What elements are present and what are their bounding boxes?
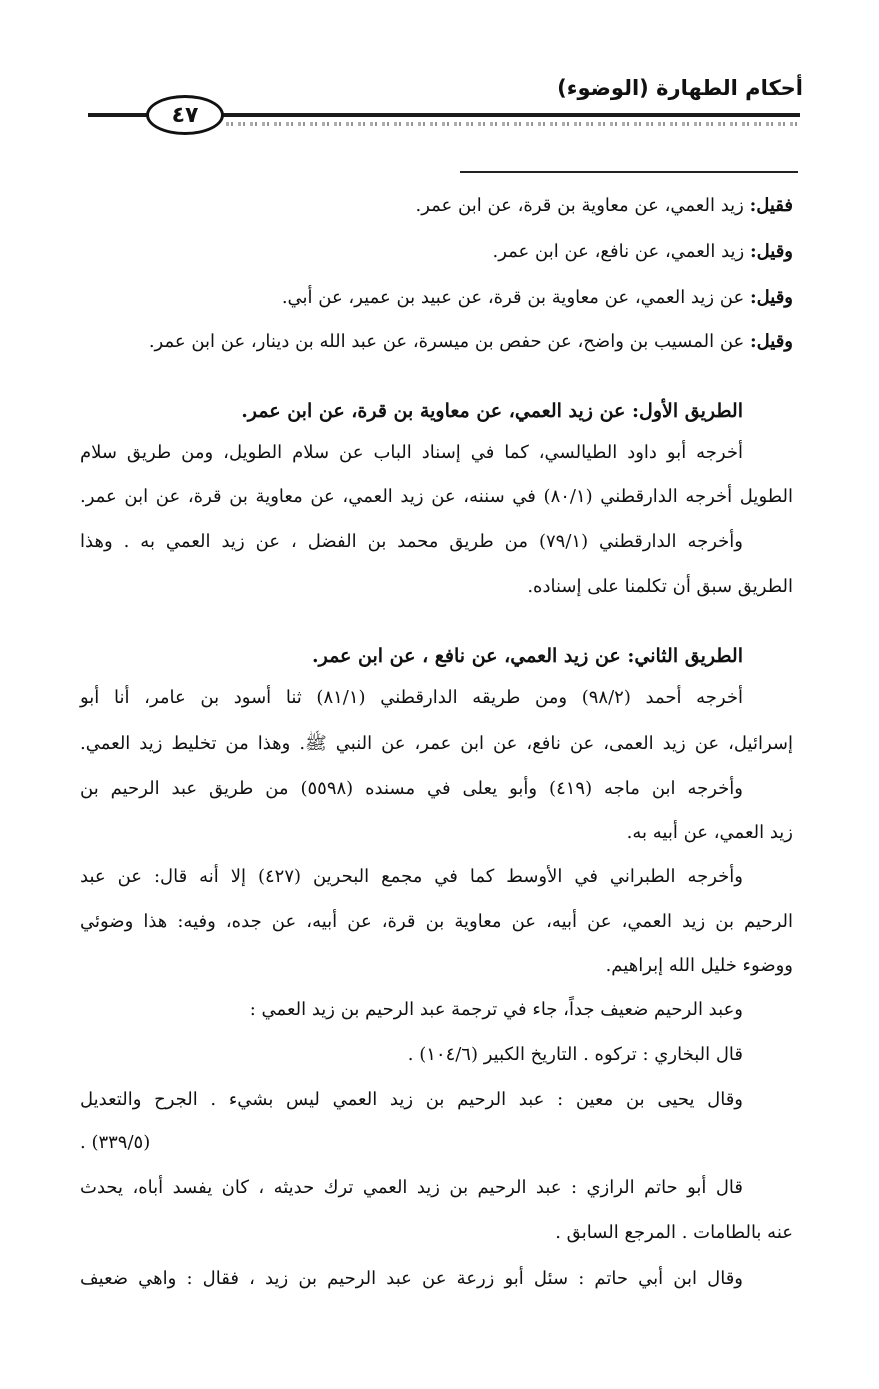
paragraph-line: وعبد الرحيم ضعيف جداً، جاء في ترجمة عبد الرحيم بن زيد العمي : bbox=[249, 999, 743, 1020]
paragraph-line: وأخرجه ابن ماجه (٤١٩) وأبو يعلى في مسنده (٥٥٩٨) من طريق عبد الرحيم بن bbox=[80, 778, 743, 799]
paragraph-line: وقال ابن أبي حاتم : سئل أبو زرعة عن عبد الرحيم بن زيد ، فقال : واهي ضعيف bbox=[80, 1268, 743, 1289]
paragraph-line: وأخرجه الطبراني في الأوسط كما في مجمع البحرين (٤٢٧) إلا أنه قال: عن عبد bbox=[80, 866, 743, 887]
paragraph-line: . (٣٣٩/٥) bbox=[80, 1132, 151, 1153]
variant-text: زيد العمي، عن معاوية بن قرة، عن ابن عمر. bbox=[415, 195, 750, 216]
variant-lead: فقيل: bbox=[749, 195, 793, 216]
paragraph-line: وأخرجه الدارقطني (٧٩/١) من طريق محمد بن الفضل ، عن زيد العمي به . وهذا bbox=[80, 531, 743, 552]
paragraph-line: الرحيم بن زيد العمي، عن أبيه، عن معاوية بن قرة، عن أبيه، عن جده، وفيه: هذا وضوئي bbox=[80, 911, 793, 932]
paragraph-line: وقال يحيى بن معين : عبد الرحيم بن زيد العمي ليس بشيء . الجرح والتعديل bbox=[80, 1089, 743, 1110]
variant-line bbox=[415, 191, 793, 221]
variant-line bbox=[282, 283, 793, 313]
paragraph-line: الطويل أخرجه الدارقطني (٨٠/١) في سننه، عن زيد العمي، عن معاوية بن قرة، عن ابن عمر. bbox=[80, 486, 793, 507]
paragraph-line: عنه بالطامات . المرجع السابق . bbox=[555, 1222, 793, 1243]
variant-lead: وقيل: bbox=[749, 287, 793, 308]
paragraph-line: الطريق سبق أن تكلمنا على إسناده. bbox=[527, 576, 793, 597]
paragraph-line: زيد العمي، عن أبيه به. bbox=[626, 822, 793, 843]
variant-lead: وقيل: bbox=[749, 331, 793, 352]
header-decorative-band bbox=[226, 122, 800, 126]
paragraph-line: أخرجه أبو داود الطيالسي، كما في إسناد الباب عن سلام الطويل، ومن طريق سلام bbox=[80, 442, 743, 463]
running-header-title: أحكام الطهارة (الوضوء) bbox=[557, 76, 803, 100]
paragraph-line: إسرائيل، عن زيد العمى، عن نافع، عن ابن عمر، عن النبي ﷺ. وهذا من تخليط زيد العمي. bbox=[80, 733, 793, 754]
paragraph-line: أخرجه أحمد (٩٨/٢) ومن طريقه الدارقطني (٨١/١) ثنا أسود بن عامر، أنا أبو bbox=[80, 687, 743, 708]
section-heading: الطريق الثاني: عن زيد العمي، عن نافع ، عن ابن عمر. bbox=[311, 645, 743, 667]
page-number: ٤٧ bbox=[146, 95, 224, 135]
variant-lead: وقيل: bbox=[749, 241, 793, 262]
variant-line bbox=[149, 327, 793, 357]
variant-text: عن المسيب بن واضح، عن حفص بن ميسرة، عن عبد الله بن دينار، عن ابن عمر. bbox=[148, 331, 750, 352]
variant-text: زيد العمي، عن نافع، عن ابن عمر. bbox=[492, 241, 750, 262]
paragraph-line: قال أبو حاتم الرازي : عبد الرحيم بن زيد العمي ترك حديثه ، كان يفسد أباه، يحدث bbox=[80, 1177, 743, 1198]
separator-rule bbox=[460, 171, 798, 173]
paragraph-line: قال البخاري : تركوه . التاريخ الكبير (١٠٤/٦) . bbox=[407, 1044, 743, 1065]
paragraph-line: ووضوء خليل الله إبراهيم. bbox=[605, 955, 793, 976]
variant-text: عن زيد العمي، عن معاوية بن قرة، عن عبيد بن عمير، عن أبي. bbox=[281, 287, 750, 308]
variant-line bbox=[493, 237, 794, 267]
section-heading: الطريق الأول: عن زيد العمي، عن معاوية بن قرة، عن ابن عمر. bbox=[241, 400, 743, 422]
